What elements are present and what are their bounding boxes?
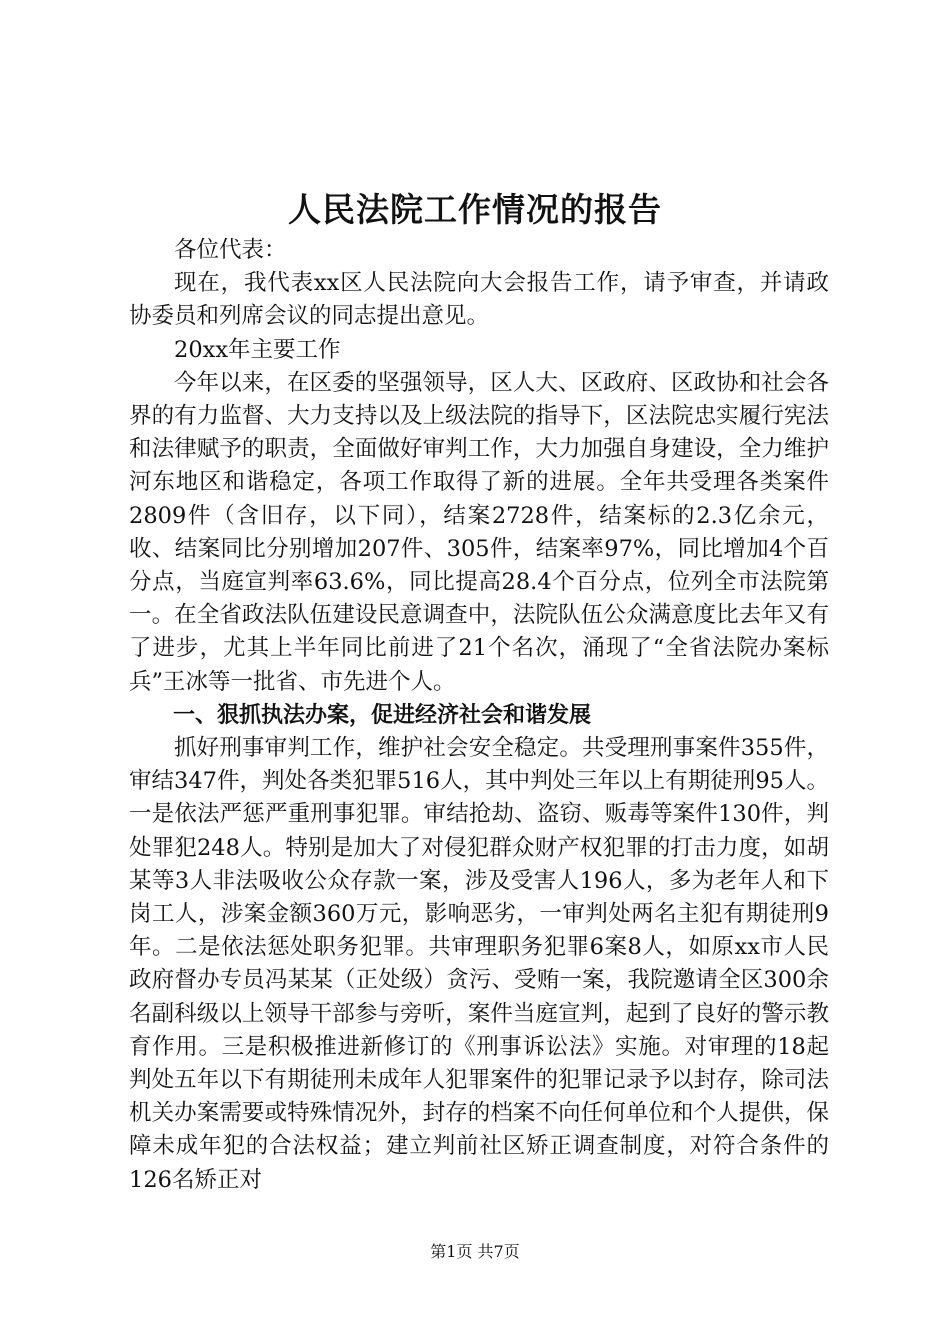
intro-paragraph: 现在，我代表xx区人民法院向大会报告工作，请予审查，并请政协委员和列席会议的同志提出意见。 bbox=[129, 270, 829, 330]
page-number-footer: 第1页 共7页 bbox=[430, 1242, 520, 1261]
salutation-paragraph: 各位代表： bbox=[174, 237, 287, 263]
document-body bbox=[129, 234, 829, 1197]
criminal-trial-paragraph: 抓好刑事审判工作，维护社会安全稳定。共受理刑事案件355件，审结347件，判处各类犯罪516人，其中判处三年以上有期徒刑95人。一是依法严惩严重刑事犯罪。审结抢劫、盗窃、贩毒等案件130件，判处罪犯248人。特别是加大了对侵犯群众财产权犯罪的打击力度，如胡某等3人非法吸收公众存款一案，涉及受害人196人，多为老年人和下岗工人，涉案金额360万元，影响恶劣，一审判处两名主犯有期徒刑9年。二是依法惩处职务犯罪。共审理职务犯罪6案8人，如原xx市人民政府督办专员冯某某（正处级）贪污、受贿一案，我院邀请全区300余名副科级以上领导干部参与旁听，案件当庭宣判，起到了良好的警示教育作用。三是积极推进新修订的《刑事诉讼法》实施。对审理的18起判处五年以下有期徒刑未成年人犯罪案件的犯罪记录予以封存，除司法机关办案需要或特殊情况外，封存的档案不向任何单位和个人提供，保障未成年犯的合法权益；建立判前社区矫正调查制度，对符合条件的126名矫正对 bbox=[129, 735, 829, 1193]
overview-paragraph: 今年以来，在区委的坚强领导，区人大、区政府、区政协和社会各界的有力监督、大力支持以及上级法院的指导下，区法院忠实履行宪法和法律赋予的职责，全面做好审判工作，大力加强自身建设，全力维护河东地区和谐稳定，各项工作取得了新的进展。全年共受理各类案件2809件（含旧存，以下同），结案2728件，结案标的2.3亿余元，收、结案同比分别增加207件、305件，结案率97%，同比增加4个百分点，当庭宣判率63.6%，同比提高28.4个百分点，位列全市法院第一。在全省政法队伍建设民意调查中，法院队伍公众满意度比去年又有了进步，尤其上半年同比前进了21个名次，涌现了“全省法院办案标兵”王冰等一批省、市先进个人。 bbox=[129, 369, 829, 695]
section-label-paragraph: 20xx年主要工作 bbox=[174, 336, 341, 363]
document-title: 人民法院工作情况的报告 bbox=[288, 190, 662, 229]
section-heading: 一、狠抓执法办案，促进经济社会和谐发展 bbox=[173, 702, 592, 728]
